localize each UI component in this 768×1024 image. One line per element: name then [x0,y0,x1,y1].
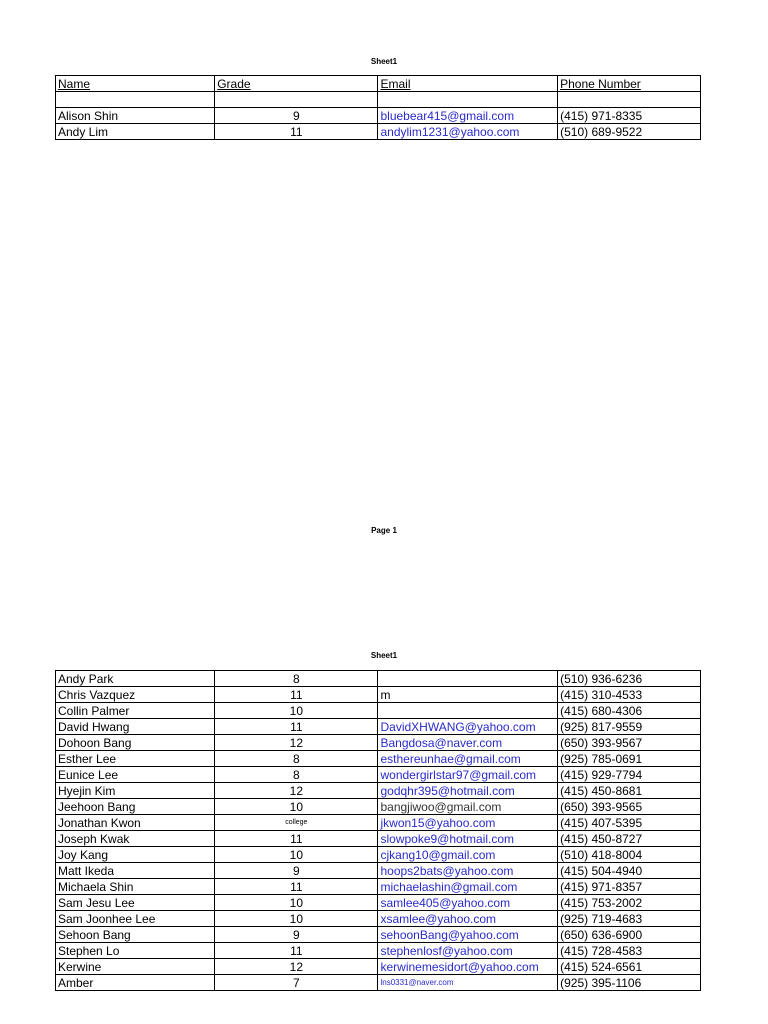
name-cell: Chris Vazquez [56,687,215,703]
phone-cell: (510) 689-9522 [558,124,701,140]
grade-cell: 11 [215,124,378,140]
email-link[interactable]: wondergirlstar97@gmail.com [378,767,558,783]
sheet-title-page1: Sheet1 [370,57,398,66]
phone-cell: (510) 936-6236 [558,671,701,687]
email-link[interactable]: esthereunhae@gmail.com [378,751,558,767]
table-row [56,799,701,815]
phone-cell: (415) 971-8357 [558,879,701,895]
email-link[interactable]: stephenlosf@yahoo.com [378,943,558,959]
phone-cell: (415) 310-4533 [558,687,701,703]
header-phone: Phone Number [558,76,701,92]
phone-cell: (415) 450-8681 [558,783,701,799]
table-row [56,895,701,911]
table-header-row [56,76,701,92]
phone-cell: (415) 450-8727 [558,831,701,847]
name-cell: Andy Park [56,671,215,687]
contact-table-page2 [55,670,701,991]
grade-cell: 12 [215,959,378,975]
table-row [56,911,701,927]
grade-cell: 9 [215,927,378,943]
table-row [56,879,701,895]
name-cell: Joseph Kwak [56,831,215,847]
grade-cell: 8 [215,671,378,687]
header-name: Name [56,76,215,92]
email-link[interactable]: jkwon15@yahoo.com [378,815,558,831]
email-link[interactable]: andylim1231@yahoo.com [378,124,558,140]
grade-cell: 9 [215,863,378,879]
grade-cell: 10 [215,911,378,927]
grade-cell: 12 [215,783,378,799]
name-cell: Eunice Lee [56,767,215,783]
grade-cell: 7 [215,975,378,991]
phone-cell: (925) 817-9559 [558,719,701,735]
email-link[interactable]: lns0331@naver.com [378,975,558,991]
name-cell: Sam Joonhee Lee [56,911,215,927]
phone-cell: (415) 971-8335 [558,108,701,124]
grade-cell: 11 [215,943,378,959]
email-link[interactable]: michaelashin@gmail.com [378,879,558,895]
phone-cell: (415) 680-4306 [558,703,701,719]
table-row [56,767,701,783]
table-row [56,719,701,735]
grade-cell: 10 [215,847,378,863]
name-cell: Kerwine [56,959,215,975]
table-row [56,815,701,831]
sheet-title-page2: Sheet1 [370,651,398,660]
name-cell: Sam Jesu Lee [56,895,215,911]
table-row [56,703,701,719]
email-link[interactable]: kerwinemesidort@yahoo.com [378,959,558,975]
empty-cell [56,92,215,108]
grade-cell: 10 [215,895,378,911]
name-cell: Jeehoon Bang [56,799,215,815]
header-email: Email [378,76,558,92]
phone-cell: (415) 728-4583 [558,943,701,959]
contact-table-page1 [55,75,701,140]
phone-cell: (650) 636-6900 [558,927,701,943]
empty-cell [378,92,558,108]
email-link[interactable]: cjkang10@gmail.com [378,847,558,863]
grade-cell: 12 [215,735,378,751]
name-cell: Amber [56,975,215,991]
table-row [56,959,701,975]
grade-cell: 10 [215,703,378,719]
grade-cell: 8 [215,751,378,767]
table-row [56,943,701,959]
grade-cell: 11 [215,879,378,895]
phone-cell: (415) 753-2002 [558,895,701,911]
grade-cell: college [215,815,378,831]
phone-cell: (650) 393-9565 [558,799,701,815]
name-cell: Dohoon Bang [56,735,215,751]
email-link[interactable]: hoops2bats@yahoo.com [378,863,558,879]
table-row [56,831,701,847]
table-row-empty [56,92,701,108]
phone-cell: (925) 785-0691 [558,751,701,767]
page-number-footer: Page 1 [371,526,397,535]
name-cell: Collin Palmer [56,703,215,719]
grade-cell: 10 [215,799,378,815]
name-cell: Joy Kang [56,847,215,863]
name-cell: Hyejin Kim [56,783,215,799]
email-link[interactable]: bangjiwoo@gmail.com [378,799,558,815]
grade-cell: 8 [215,767,378,783]
phone-cell: (415) 524-6561 [558,959,701,975]
name-cell: Matt Ikeda [56,863,215,879]
table-row [56,975,701,991]
name-cell: Sehoon Bang [56,927,215,943]
name-cell: Esther Lee [56,751,215,767]
email-link[interactable]: slowpoke9@hotmail.com [378,831,558,847]
table-row [56,783,701,799]
name-cell: Andy Lim [56,124,215,140]
name-cell: Jonathan Kwon [56,815,215,831]
table-row [56,847,701,863]
phone-cell: (415) 504-4940 [558,863,701,879]
email-link[interactable]: godqhr395@hotmail.com [378,783,558,799]
email-link[interactable]: samlee405@yahoo.com [378,895,558,911]
name-cell: Michaela Shin [56,879,215,895]
email-cell-empty [378,703,558,719]
phone-cell: (415) 407-5395 [558,815,701,831]
phone-cell: (925) 395-1106 [558,975,701,991]
phone-cell: (650) 393-9567 [558,735,701,751]
contact-table-body [56,671,701,991]
email-link[interactable]: sehoonBang@yahoo.com [378,927,558,943]
name-cell: Alison Shin [56,108,215,124]
empty-cell [215,92,378,108]
phone-cell: (925) 719-4683 [558,911,701,927]
email-link[interactable]: bluebear415@gmail.com [378,108,558,124]
grade-cell: 11 [215,687,378,703]
grade-cell: 11 [215,831,378,847]
table-row [56,687,701,703]
name-cell: David Hwang [56,719,215,735]
table-row [56,751,701,767]
table-row [56,927,701,943]
email-link: m [378,687,558,703]
email-link[interactable]: xsamlee@yahoo.com [378,911,558,927]
name-cell: Stephen Lo [56,943,215,959]
grade-cell: 9 [215,108,378,124]
phone-cell: (415) 929-7794 [558,767,701,783]
table-row [56,863,701,879]
table-row [56,108,701,124]
grade-cell: 11 [215,719,378,735]
email-cell-empty [378,671,558,687]
table-row [56,124,701,140]
table-row [56,735,701,751]
email-link[interactable]: Bangdosa@naver.com [378,735,558,751]
empty-cell [558,92,701,108]
email-link[interactable]: DavidXHWANG@yahoo.com [378,719,558,735]
phone-cell: (510) 418-8004 [558,847,701,863]
header-grade: Grade [215,76,378,92]
table-row [56,671,701,687]
